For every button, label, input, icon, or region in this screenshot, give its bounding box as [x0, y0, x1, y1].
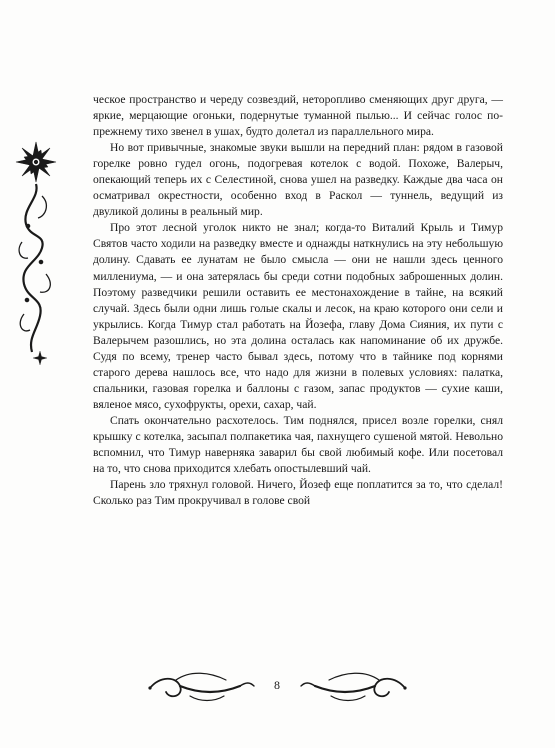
body-text — [93, 92, 503, 509]
star-swirl-ornament-icon — [10, 138, 62, 373]
page-number: 8 — [274, 678, 280, 692]
paragraph: ческое пространство и череду созвездий, неторопливо сменяющих друг друга, — яркие, мерцающие огоньки, подернутые туманной пылью... И сейчас голос по-прежнему тихо звенел в ушах, будто долетал из параллельного мира. — [93, 93, 503, 139]
paragraph: Спать окончательно расхотелось. Тим поднялся, присел возле горелки, снял крышку с котелка, засыпал полпакетика чая, пахнущего сушеной мятой. Невольно вспомнил, что Тимур наверняка заварил бы свой любимый кофе. Или посетовал на то, что снова приходится хлебать опостылевший чай. — [93, 413, 503, 476]
paragraph: Парень зло тряхнул головой. Ничего, Йозеф еще поплатится за то, что сделал! Сколько раз Тим прокручивал в голове свой — [93, 478, 503, 508]
paragraph: Но вот привычные, знакомые звуки вышли на передний план: рядом в газовой горелке ровно гудел огонь, подогревая котелок с водой. Похоже, Валерыч, опекающий теперь их с Селестиной, снова ушел на разведку. Каждые два часа он осматривал окрестности, особенно вход в Раскол — туннель, ведущий из двуликой долины в реальный мир. — [93, 141, 503, 219]
paragraph: Про этот лесной уголок никто не знал; когда-то Виталий Крыль и Тимур Святов часто ходили на разведку вместе и однажды наткнулись на эту небольшую долину. Сдавать ее лунатам не было смысла — они не нашли здесь ценного миллениума, — и она затерялась бы среди сотни подобных заброшенных долин. Поэтому разведчики решили оставить ее местонахождение в тайне, на всякий случай. Здесь были одни лишь голые скалы и лесок, на краю которого они сели и укрылись. Когда Тимур стал работать на Йозефа, главу Дома Сияния, их пути с Валерычем разошлись, но эта долина осталась как напоминание об их дружбе. Судя по всему, тренер часто бывал здесь, потому что в тайнике под корнями старого дерева нашлось все, что надо для жизни в полевых условиях: палатка, спальники, газовая горелка и баллоны с газом, запас продуктов — сухие каши, вяленое мясо, сухофрукты, орехи, сахар, чай. — [93, 221, 503, 411]
